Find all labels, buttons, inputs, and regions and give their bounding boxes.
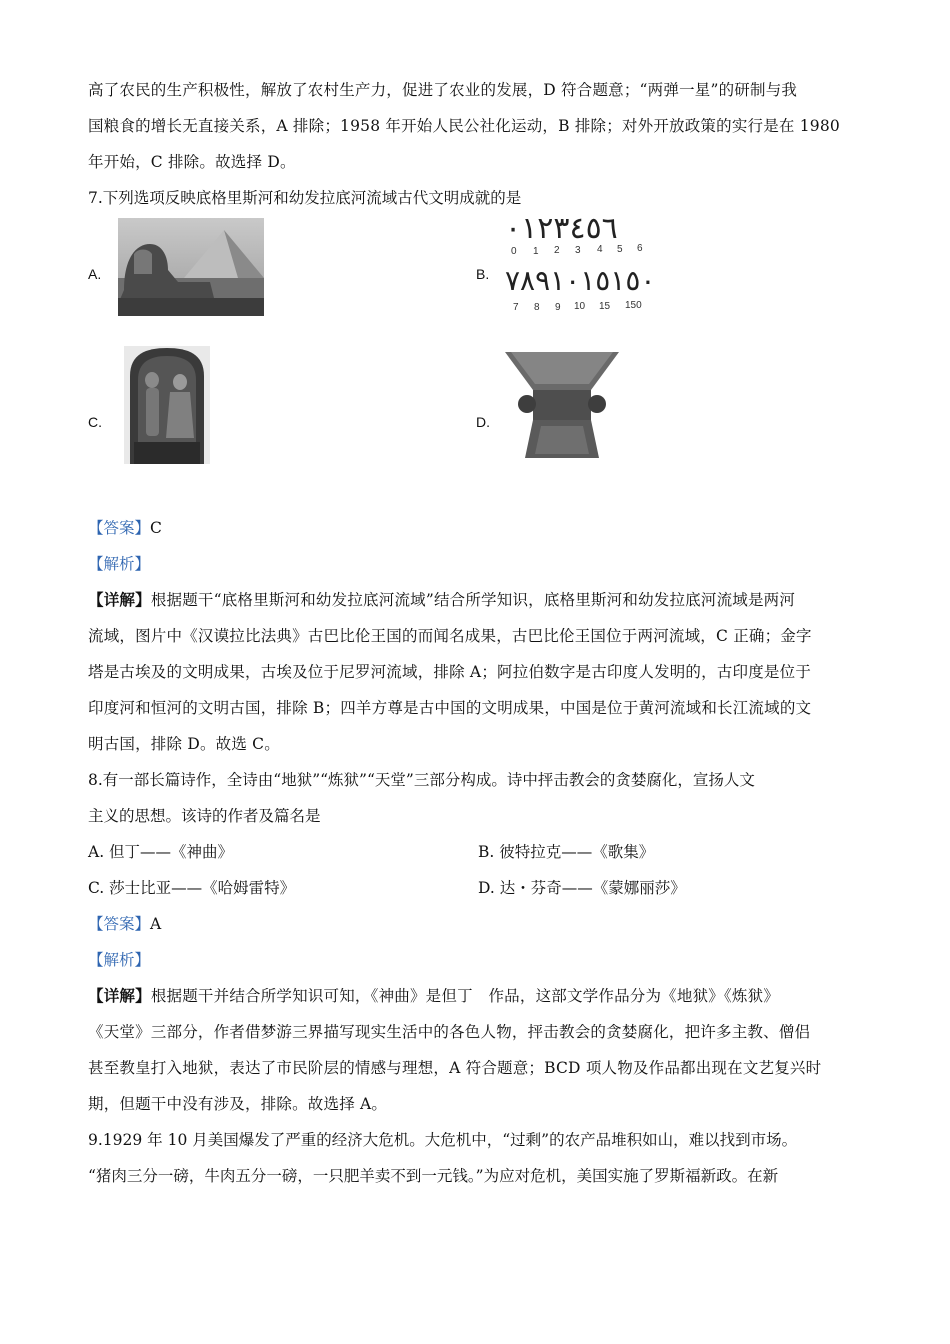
q7-detail-line: 明古国，排除 D。故选 C。 (88, 735, 280, 753)
q7-detail-line: 塔是古埃及的文明成果，古埃及位于尼罗河流域，排除 A；阿拉伯数字是古印度人发明的，古印度是位于 (88, 663, 812, 681)
q9-stem: “猪肉三分一磅，牛肉五分一磅，一只肥羊卖不到一元钱。”为应对危机，美国实施了罗斯福新政。在新 (88, 1167, 779, 1185)
q9-stem: 9.1929 年 10 月美国爆发了严重的经济大危机。大危机中，“过剩”的农产品堆积如山，难以找到市场。 (88, 1131, 798, 1149)
arabic-numerals-image (503, 212, 663, 318)
q7-answer (88, 510, 868, 546)
q8-options-row (88, 870, 868, 906)
numeral-label: 3 (575, 245, 581, 256)
analysis-tag: 【解析】 (88, 555, 151, 573)
numeral-label: 7 (513, 302, 519, 313)
q8-detail-line: 甚至教皇打入地狱，表达了市民阶层的情感与理想，A 符合题意；BCD 项人物及作品都出现在文艺复兴时 (88, 1059, 822, 1077)
code-of-hammurabi-stele-image (124, 346, 210, 464)
numeral-label: 5 (617, 244, 623, 255)
analysis-tag: 【解析】 (88, 951, 151, 969)
numeral-label: 6 (637, 243, 643, 254)
numeral-label: 8 (534, 302, 540, 313)
answer-tag: 【答案】 (88, 519, 151, 537)
q7-option-c-label: C. (88, 414, 102, 430)
detail-tag: 【详解】 (88, 590, 151, 609)
numeral-label: 4 (597, 244, 603, 255)
q7-detail-line: 印度河和恒河的文明古国，排除 B；四羊方尊是古中国的文明成果，中国是位于黄河流域和长江流域的文 (88, 699, 812, 717)
answer-value: C (150, 519, 162, 537)
q7-analysis (88, 546, 868, 582)
numeral-label: 2 (554, 245, 560, 256)
q8-option-a: A. 但丁——《神曲》 (88, 843, 234, 861)
q8-options-row (88, 834, 868, 870)
numerals-row1: ٠١٢٣٤٥٦ (505, 212, 618, 246)
q8-option-d: D. 达・芬奇——《蒙娜丽莎》 (478, 879, 686, 897)
numeral-label: 9 (555, 302, 561, 313)
numerals-row2: ٧٨٩١٠١٥١٥٠ (505, 264, 656, 297)
numeral-label: 0 (511, 246, 517, 257)
q7-option-b-label: B. (476, 266, 490, 282)
numeral-label: 10 (574, 301, 586, 312)
q8-option-c: C. 莎士比亚——《哈姆雷特》 (88, 879, 296, 897)
q8-detail-line: 期，但题干中没有涉及，排除。故选择 A。 (88, 1095, 388, 1113)
q7-detail-line (88, 582, 868, 618)
q8-stem: 8.有一部长篇诗作，全诗由“地狱”“炼狱”“天堂”三部分构成。诗中抨击教会的贪婪腐化，宣扬人文 (88, 771, 755, 789)
q8-stem: 主义的思想。该诗的作者及篇名是 (88, 807, 321, 825)
document-page (88, 72, 868, 1194)
detail-tag: 【详解】 (88, 986, 151, 1005)
detail-text: 根据题干并结合所学知识可知，《神曲》是但丁 作品，这部文学作品分为《地狱》《炼狱》 (150, 987, 780, 1005)
q7-options (88, 212, 868, 510)
intro-line: 国粮食的增长无直接关系，A 排除；1958 年开始人民公社化运动，B 排除；对外开放政策的实行是在 1980 (88, 117, 840, 135)
q7-stem: 7.下列选项反映底格里斯河和幼发拉底河流域古代文明成就的是 (88, 189, 522, 207)
q8-answer (88, 906, 868, 942)
q8-option-b: B. 彼特拉克——《歌集》 (478, 843, 655, 861)
detail-text: 根据题干“底格里斯河和幼发拉底河流域”结合所学知识，底格里斯河和幼发拉底河流域是两河 (150, 591, 796, 609)
q7-option-d-label: D. (476, 414, 490, 430)
q8-detail-line (88, 978, 868, 1014)
intro-line: 高了农民的生产积极性，解放了农村生产力，促进了农业的发展，D 符合题意；“两弹一星”的研制与我 (88, 81, 798, 99)
answer-tag: 【答案】 (88, 915, 151, 933)
q8-detail-line: 《天堂》三部分，作者借梦游三界描写现实生活中的各色人物，抨击教会的贪婪腐化，把许多主教、僧侣 (88, 1023, 811, 1041)
q7-option-a-label: A. (88, 266, 102, 282)
numeral-label: 15 (599, 301, 611, 312)
sphinx-pyramid-image (118, 218, 264, 316)
answer-value: A (150, 915, 162, 933)
numeral-label: 1 (533, 246, 539, 257)
four-goat-square-zun-image (503, 346, 621, 464)
q8-analysis (88, 942, 868, 978)
q7-detail-line: 流域，图片中《汉谟拉比法典》古巴比伦王国的而闻名成果，古巴比伦王国位于两河流域，C 正确；金字 (88, 627, 812, 645)
intro-line: 年开始，C 排除。故选择 D。 (88, 153, 296, 171)
numeral-label: 150 (625, 300, 642, 311)
